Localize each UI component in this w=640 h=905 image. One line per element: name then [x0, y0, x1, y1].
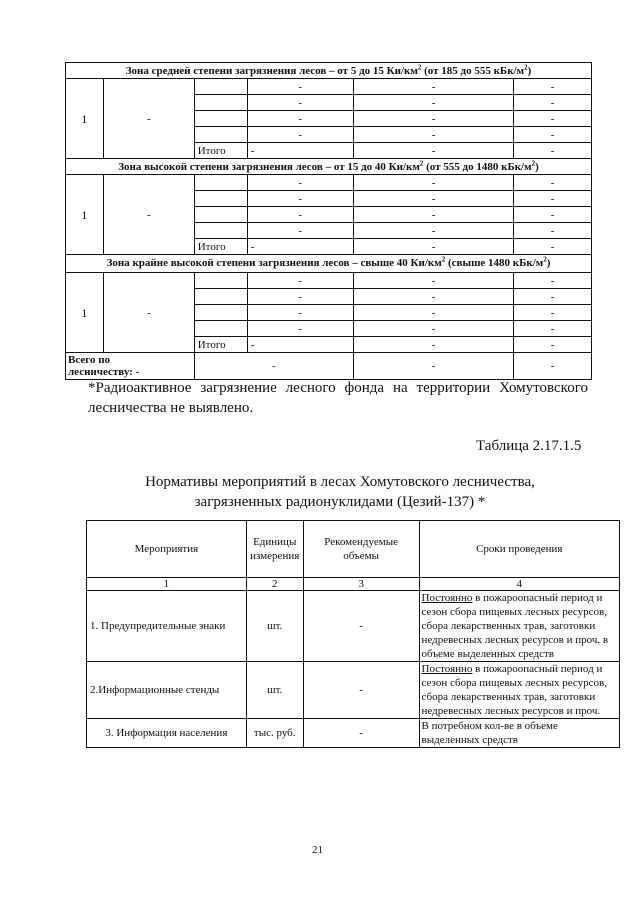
- dash-cell: -: [247, 305, 353, 321]
- dash-cell: -: [353, 337, 513, 353]
- row-number: 1: [66, 79, 104, 159]
- dash-cell: -: [514, 321, 592, 337]
- dash-cell: -: [247, 321, 353, 337]
- dash-cell: -: [247, 111, 353, 127]
- empty-cell: [194, 111, 247, 127]
- empty-cell: [194, 289, 247, 305]
- dash-cell: -: [194, 353, 353, 380]
- dash-cell: -: [353, 175, 513, 191]
- measure-cell: 3. Информация населения: [87, 719, 247, 748]
- zone-extreme-title: Зона крайне высокой степени загрязнения лесов – свыше 40 $Ки/км^2$ (свыше 1480 кБк/$м^2$): [66, 255, 592, 273]
- dash-cell: -: [353, 191, 513, 207]
- dash-cell: -: [514, 337, 592, 353]
- radiation-zone-table: [65, 62, 592, 380]
- dash-cell: -: [353, 127, 513, 143]
- dash-cell: -: [247, 289, 353, 305]
- dash-cell: -: [353, 239, 513, 255]
- table-title: [100, 472, 580, 512]
- row-number: 1: [66, 175, 104, 255]
- empty-cell: [194, 207, 247, 223]
- dash-cell: -: [247, 223, 353, 239]
- dash-cell: -: [514, 79, 592, 95]
- itogo-label: Итого: [194, 143, 247, 159]
- dash-cell: -: [514, 305, 592, 321]
- contamination-note: *Радиоактивное загрязнение лесного фонда на территории Хомутовского лесничества не выявлено.: [88, 380, 588, 416]
- dash-cell: -: [247, 127, 353, 143]
- header-terms: Сроки проведения: [419, 521, 619, 578]
- column-index: 2: [246, 578, 303, 591]
- dash-cell: -: [247, 207, 353, 223]
- column-index-row: [87, 578, 620, 591]
- table-row: [87, 662, 620, 719]
- itogo-label: Итого: [194, 337, 247, 353]
- dash-cell: -: [353, 143, 513, 159]
- dash-cell: -: [247, 175, 353, 191]
- dash-cell: -: [103, 175, 194, 255]
- table-title-line1: Нормативы мероприятий в лесах Хомутовского лесничества,: [145, 474, 535, 490]
- table-title-line2: загрязненных радионуклидами (Цезий-137) *: [194, 494, 486, 510]
- table-row: [66, 273, 592, 289]
- header-measures: Мероприятия: [87, 521, 247, 578]
- dash-cell: -: [247, 239, 353, 255]
- header-units: Единицы измерения: [246, 521, 303, 578]
- term-cell: Постоянно в пожароопасный период и сезон сбора пищевых лесных ресурсов, сбора лекарственных трав, заготовки недревесных лесных ресурсов и проч.: [419, 662, 619, 719]
- empty-cell: [194, 191, 247, 207]
- unit-cell: шт.: [246, 591, 303, 662]
- row-number: 1: [66, 273, 104, 353]
- dash-cell: -: [353, 353, 513, 380]
- dash-cell: -: [247, 191, 353, 207]
- term-cell: В потребном кол-ве в объеме выделенных средств: [419, 719, 619, 748]
- dash-cell: -: [514, 143, 592, 159]
- dash-cell: -: [247, 143, 353, 159]
- table-row: [87, 591, 620, 662]
- dash-cell: -: [247, 79, 353, 95]
- dash-cell: -: [353, 111, 513, 127]
- table-number: Таблица 2.17.1.5: [476, 438, 582, 454]
- column-index: 4: [419, 578, 619, 591]
- empty-cell: [194, 223, 247, 239]
- volume-cell: -: [303, 719, 419, 748]
- dash-cell: -: [353, 305, 513, 321]
- dash-cell: -: [247, 337, 353, 353]
- dash-cell: -: [514, 95, 592, 111]
- volume-cell: -: [303, 591, 419, 662]
- dash-cell: -: [353, 273, 513, 289]
- zone-medium-header-row: [66, 63, 592, 79]
- zone-high-title: Зона высокой степени загрязнения лесов – от 15 до 40 $Ки/км^2$ (от 555 до 1480 кБк/$м^2$): [66, 159, 592, 175]
- itogo-label: Итого: [194, 239, 247, 255]
- dash-cell: -: [514, 111, 592, 127]
- page-number: 21: [312, 844, 323, 856]
- dash-cell: -: [514, 191, 592, 207]
- dash-cell: -: [353, 79, 513, 95]
- forestry-total-label: Всего по лесничеству: -: [66, 353, 195, 380]
- empty-cell: [194, 95, 247, 111]
- empty-cell: [194, 273, 247, 289]
- measure-cell: 2.Информационные стенды: [87, 662, 247, 719]
- dash-cell: -: [353, 223, 513, 239]
- norms-table: [86, 520, 620, 748]
- measure-cell: 1. Предупредительные знаки: [87, 591, 247, 662]
- term-cell: Постоянно в пожароопасный период и сезон сбора пищевых лесных ресурсов, сбора лекарственных трав, заготовки недревесных лесных ресурсов и проч. в объеме выделенных средств: [419, 591, 619, 662]
- unit-cell: тыс. руб.: [246, 719, 303, 748]
- empty-cell: [194, 305, 247, 321]
- forestry-total-row: [66, 353, 592, 380]
- empty-cell: [194, 127, 247, 143]
- volume-cell: -: [303, 662, 419, 719]
- table-row: [66, 79, 592, 95]
- dash-cell: -: [514, 223, 592, 239]
- zone-high-header-row: [66, 159, 592, 175]
- dash-cell: -: [353, 95, 513, 111]
- dash-cell: -: [247, 273, 353, 289]
- header-volumes: Рекомендуемые объемы: [303, 521, 419, 578]
- dash-cell: -: [103, 273, 194, 353]
- dash-cell: -: [514, 175, 592, 191]
- norms-header-row: [87, 521, 620, 578]
- dash-cell: -: [514, 273, 592, 289]
- table-row: [66, 175, 592, 191]
- zone-medium-title: Зона средней степени загрязнения лесов – от 5 до 15 $Ки/км^2$ (от 185 до 555 кБк/$м^2$): [66, 63, 592, 79]
- dash-cell: -: [514, 353, 592, 380]
- dash-cell: -: [514, 127, 592, 143]
- empty-cell: [194, 175, 247, 191]
- empty-cell: [194, 79, 247, 95]
- zone-extreme-header-row: [66, 255, 592, 273]
- dash-cell: -: [247, 95, 353, 111]
- column-index: 3: [303, 578, 419, 591]
- dash-cell: -: [514, 207, 592, 223]
- empty-cell: [194, 321, 247, 337]
- column-index: 1: [87, 578, 247, 591]
- dash-cell: -: [353, 321, 513, 337]
- dash-cell: -: [353, 207, 513, 223]
- unit-cell: шт.: [246, 662, 303, 719]
- dash-cell: -: [514, 239, 592, 255]
- dash-cell: -: [103, 79, 194, 159]
- dash-cell: -: [353, 289, 513, 305]
- table-row: [87, 719, 620, 748]
- dash-cell: -: [514, 289, 592, 305]
